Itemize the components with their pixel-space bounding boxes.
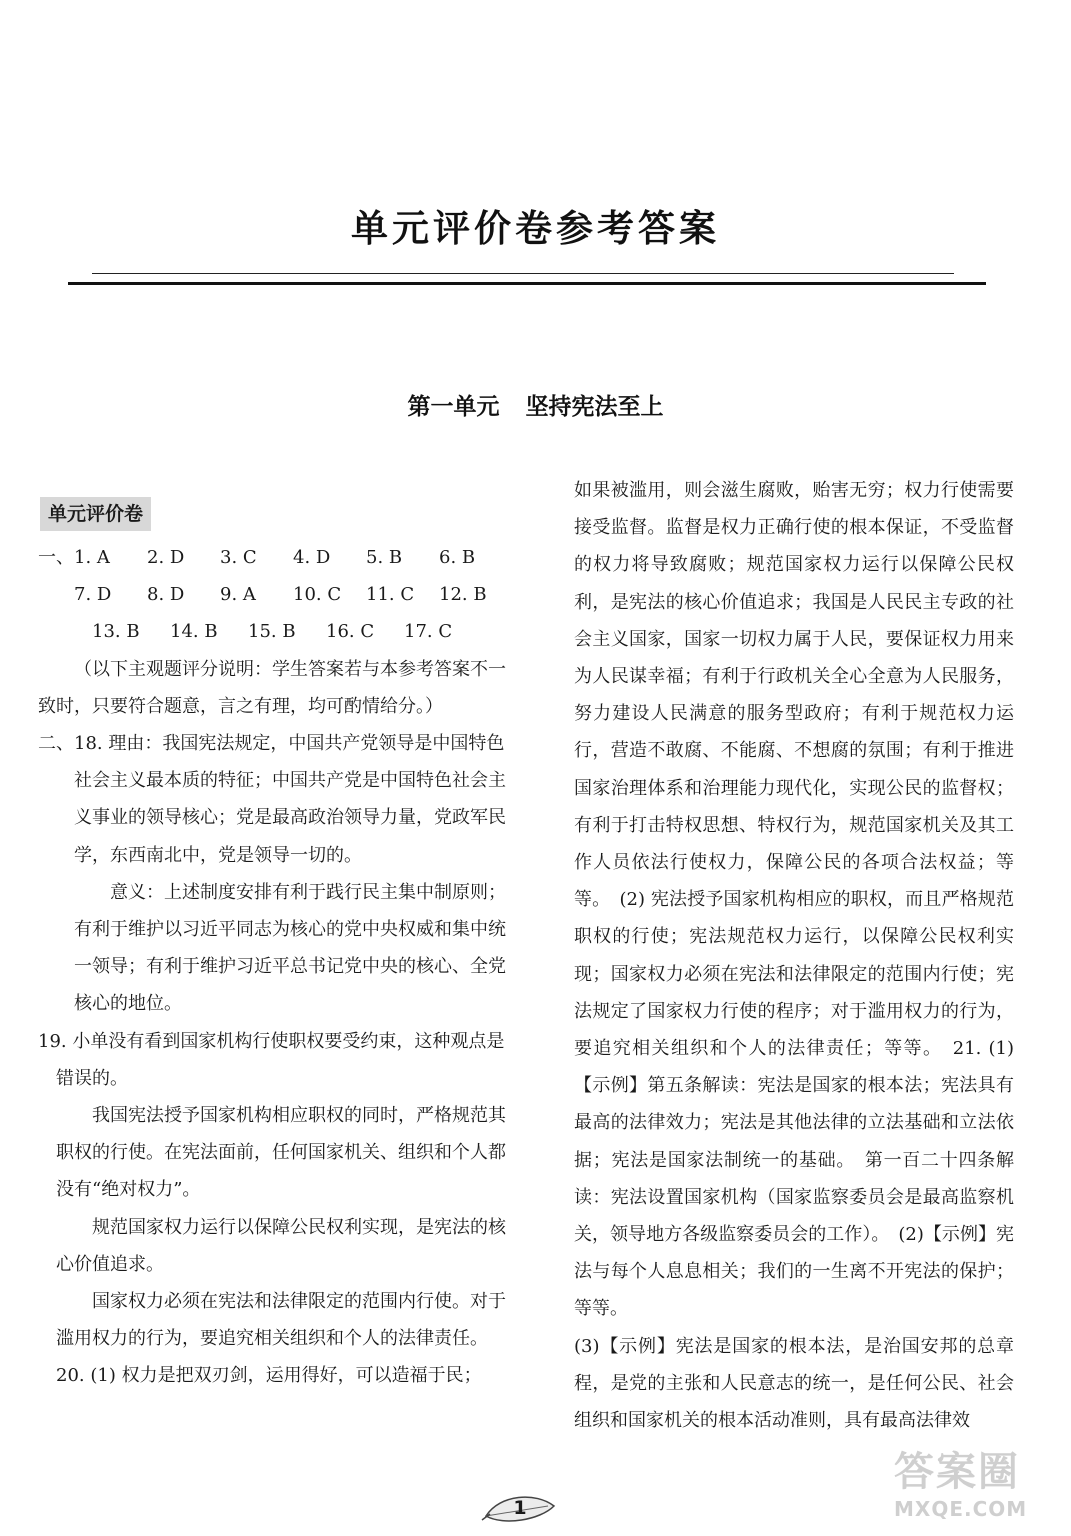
q19-paragraph: 我国宪法授予国家机构相应职权的同时，严格规范其职权的行使。在宪法面前，任何国家机关、组织和个人都没有“绝对权力”。	[56, 1105, 506, 1201]
mc-answer: 12. B	[439, 584, 487, 606]
section-badge: 单元评价卷	[40, 497, 151, 531]
mc-answer: 7. D	[74, 584, 112, 606]
q19-paragraph: 国家权力必须在宪法和法律限定的范围内行使。对于滥用权力的行为，要追究相关组织和个人的法律责任。	[56, 1291, 506, 1350]
mc-answer: 13. B	[92, 621, 140, 643]
mc-answer: 16. C	[326, 621, 375, 643]
page-footer	[480, 1490, 560, 1526]
scoring-note: （以下主观题评分说明：学生答案若与本参考答案不一致时，只要符合题意，言之有理，均可酌情给分。）	[38, 658, 506, 717]
mc-answer: 3. C	[220, 547, 257, 568]
q19-intro: 19. 小单没有看到国家机构行使职权要受约束，这种观点是错误的。	[38, 1030, 505, 1089]
mc-answer: 8. D	[147, 584, 185, 606]
q20-start: 20. (1) 权力是把双刃剑，运用得好，可以造福于民；	[56, 1365, 482, 1387]
mc-answer: 9. A	[220, 584, 256, 606]
mc-answer: 4. D	[293, 547, 331, 568]
unit-number: 第一单元	[407, 394, 500, 420]
unit-name: 坚持宪法至上	[525, 394, 664, 420]
right-column	[574, 472, 1014, 1439]
right-column-text: 如果被滥用，则会滋生腐败，贻害无穷；权力行使需要接受监督。监督是权力正确行使的根本保证，不受监督的权力将导致腐败；规范国家权力运行以保障公民权利，是宪法的核心价值追求；我国是人民民主专政的社会主义国家，国家一切权力属于人民，要保证权力用来为人民谋幸福；有利于行政机关全心全意为人民服务，努力建设人民满意的服务型政府；有利于规范权力运行，营造不敢腐、不能腐、不想腐的氛围；有利于推进国家治理体系和治理能力现代化，实现公民的监督权；有利于打击特权思想、特权行为，规范国家机关及其工作人员依法行使权力，保障公民的各项合法权益；等等。 (2) 宪法授予国家机构相应的职权，而且严格规范职权的行使；宪法规范权力运行，以保障公民权利实现；国家权力必须在宪法和法律限定的范围内行使；宪法规定了国家权力行使的程序；对于滥用权力的行为，要追究相关组织和个人的法律责任；等等。 21. (1)【示例】第五条解读：宪法是国家的根本法；宪法具有最高的法律效力；宪法是其他法律的立法基础和立法依据；宪法是国家法制统一的基础。 第一百二十四条解读：宪法设置国家机构（国家监察委员会是最高监察机关，领导地方各级监察委员会的工作）。 (2)【示例】宪法与每个人息息相关；我们的一生离不开宪法的保护；等等。	[574, 480, 1014, 1320]
mc-row	[38, 576, 516, 613]
watermark-logo: 答案圈	[894, 1449, 1020, 1495]
title-divider-thick	[68, 282, 986, 285]
q18-reason: 二、18. 理由：我国宪法规定，中国共产党领导是中国特色社会主义最本质的特征；中国共产党是中国特色社会主义事业的领导核心；党是最高政治领导力量，党政军民学，东西南北中，党是领导一切的。	[38, 733, 506, 866]
mc-row	[38, 539, 516, 576]
mc-answer: 15. B	[248, 621, 296, 643]
page-title: 单元评价卷参考答案	[351, 207, 720, 250]
mc-answers	[38, 539, 516, 651]
mc-row	[38, 613, 516, 650]
mc-answer: 14. B	[170, 621, 218, 643]
mc-answer: 10. C	[293, 584, 342, 606]
mc-answer: 2. D	[147, 547, 185, 568]
mc-answer: 1. A	[74, 547, 110, 568]
page-number: 1	[513, 1497, 527, 1519]
unit-heading	[0, 388, 1071, 421]
mc-answer: 6. B	[439, 547, 476, 568]
left-column	[38, 496, 516, 1395]
q18-meaning: 意义：上述制度安排有利于践行民主集中制原则；有利于维护以习近平同志为核心的党中央权威和集中统一领导；有利于维护习近平总书记党中央的核心、全党核心的地位。	[74, 881, 506, 1015]
watermark	[894, 1440, 1064, 1532]
mc-answer: 5. B	[366, 547, 403, 568]
watermark-url: MXQE.COM	[894, 1497, 1028, 1521]
mc-prefix: 一、	[38, 547, 74, 568]
q21-part3: (3)【示例】宪法是国家的根本法，是治国安邦的总章程，是党的主张和人民意志的统一，是任何公民、社会组织和国家机关的根本活动准则，具有最高法律效	[574, 1335, 1014, 1432]
mc-answer: 11. C	[366, 584, 415, 606]
q19-paragraph: 规范国家权力运行以保障公民权利实现，是宪法的核心价值追求。	[56, 1216, 506, 1275]
title-divider-thin	[92, 273, 954, 274]
mc-answer: 17. C	[404, 621, 453, 643]
